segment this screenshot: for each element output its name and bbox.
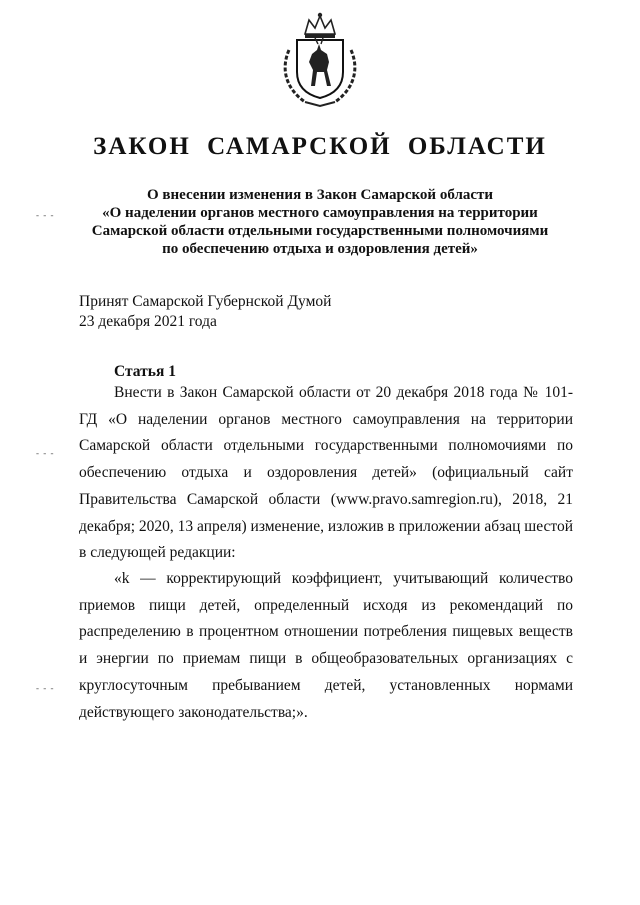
law-title: ЗАКОН САМАРСКОЙ ОБЛАСТИ [93,133,547,160]
law-subtitle [80,186,560,258]
scan-margin-mark: - - - [36,210,55,220]
adoption-body: Принят Самарской Губернской Думой [79,293,332,310]
adoption-block [79,292,331,332]
scan-margin-mark: - - - [36,448,55,458]
article-paragraph-1: Внести в Закон Самарской области от 20 декабря 2018 года № 101-ГД «О наделении органов местного самоуправления на территории Самарской области отдельными государственными полномочиями по обеспечению отдыха и оздоровления детей» (официальный сайт Правительства Самарской области (www.pravo.samregion.ru), 2018, 21 декабря; 2020, 13 апреля) изменение, изложив в приложении абзац шестой в следующей редакции: [79,384,573,562]
subtitle-line: по обеспечению отдыха и оздоровления детей» [162,241,478,257]
scan-margin-mark: - - - [36,683,55,693]
subtitle-line: «О наделении органов местного самоуправления на территории [102,205,538,221]
adoption-date: 23 декабря 2021 года [79,313,217,330]
article-heading: Статья 1 [114,363,176,380]
subtitle-line: Самарской области отдельными государственными полномочиями [91,223,549,239]
article-paragraph-2: «k — корректирующий коэффициент, учитывающий количество приемов пищи детей, определенный исходя из рекомендаций по распределению в процентном отношении потребления пищевых веществ и энергии по приемам пищи в общеобразовательных организациях с круглосуточным пребыванием детей, установленных нормами действующего законодательства;». [79,570,573,721]
coat-of-arms-icon [275,10,365,108]
subtitle-line: О внесении изменения в Закон Самарской области [146,187,494,203]
